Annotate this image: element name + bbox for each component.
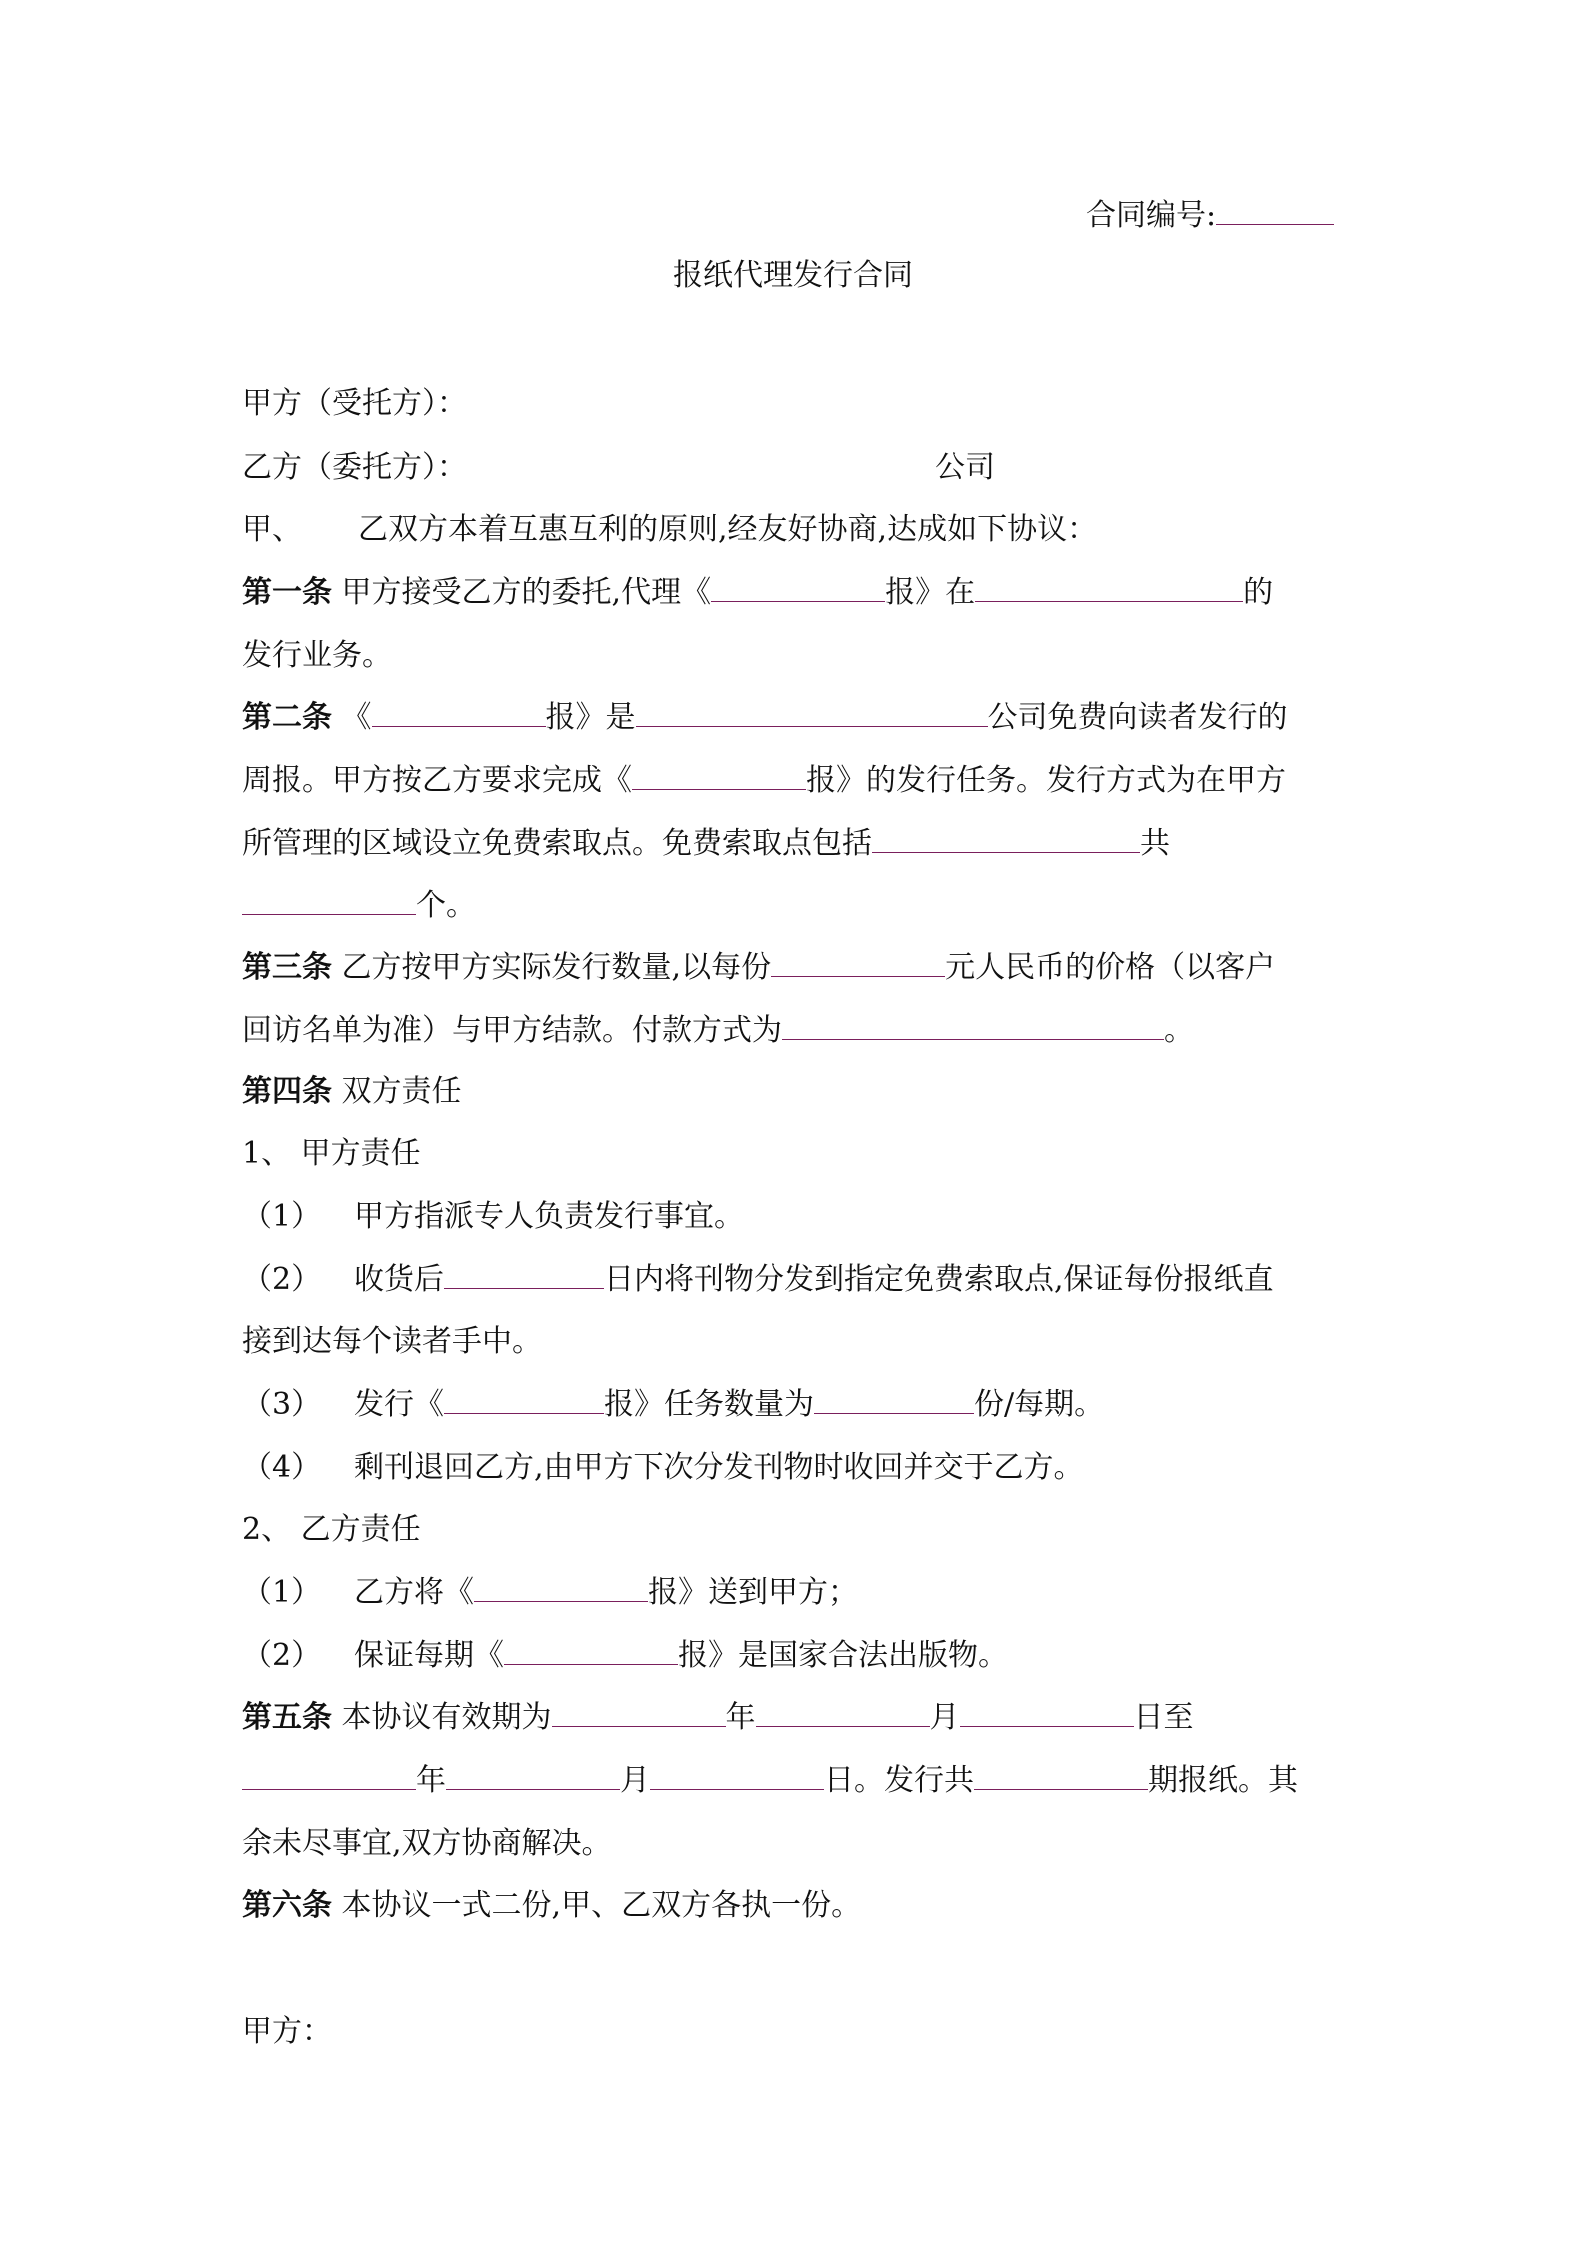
article-5-text: 本协议有效期为 xyxy=(341,1700,552,1735)
item-text: 报》任务数量为 xyxy=(604,1387,814,1422)
article-1-line-2: 发行业务。 xyxy=(242,638,392,673)
article-1-heading: 第一条 xyxy=(242,575,332,610)
document-title: 报纸代理发行合同 xyxy=(673,258,913,293)
item-number: （3） xyxy=(242,1387,322,1422)
blank-region xyxy=(975,575,1243,602)
article-5-text: 年 xyxy=(416,1763,446,1798)
article-2-text: 公司免费向读者发行的 xyxy=(987,700,1288,735)
intro-line xyxy=(242,510,1097,550)
blank-start-day xyxy=(960,1700,1134,1727)
item-text: 剩刊退回乙方,由甲方下次分发刊物时收回并交于乙方。 xyxy=(354,1450,1084,1485)
blank-newspaper-name xyxy=(504,1638,678,1665)
article-2-text: 共 xyxy=(1140,826,1170,861)
article-1-text: 报》在 xyxy=(885,575,976,610)
party-a-duty-4 xyxy=(242,1448,1084,1488)
article-5-line-2 xyxy=(242,1761,1298,1801)
party-b-company: 公司 xyxy=(935,450,995,485)
article-6-text: 本协议一式二份,甲、乙双方各执一份。 xyxy=(341,1888,862,1923)
article-2-text: 报》的发行任务。发行方式为在甲方 xyxy=(806,763,1286,798)
article-2-text: 报》是 xyxy=(545,700,636,735)
item-text: 日内将刊物分发到指定免费索取点,保证每份报纸直 xyxy=(604,1262,1274,1297)
blank-issue-count xyxy=(974,1763,1148,1790)
party-a-duty-3 xyxy=(242,1385,1104,1425)
article-2-text: 《 xyxy=(341,700,372,735)
article-5-text: 日至 xyxy=(1133,1700,1194,1735)
article-1-line-1 xyxy=(242,573,1273,613)
blank-newspaper-name xyxy=(632,763,806,790)
item-text: 发行《 xyxy=(354,1387,444,1422)
blank-end-month xyxy=(446,1763,620,1790)
intro-prefix: 甲、 xyxy=(242,512,302,547)
article-5-line-3: 余未尽事宜,双方协商解决。 xyxy=(242,1826,612,1861)
party-b-duty-1 xyxy=(242,1573,858,1613)
item-text: 报》送到甲方； xyxy=(648,1575,858,1610)
article-3-text: 乙方按甲方实际发行数量,以每份 xyxy=(341,950,772,985)
article-3-text: 。 xyxy=(1164,1013,1194,1048)
blank-price xyxy=(771,950,945,977)
item-text: 份/每期。 xyxy=(974,1387,1105,1422)
article-5-text: 月 xyxy=(620,1763,650,1798)
party-b-duties-heading: 2、 乙方责任 xyxy=(242,1512,421,1547)
article-2-heading: 第二条 xyxy=(242,700,332,735)
party-a-duty-1 xyxy=(242,1197,744,1237)
article-5-text: 月 xyxy=(929,1700,960,1735)
article-2-line-1 xyxy=(242,698,1288,738)
contract-number-blank xyxy=(1216,198,1334,225)
blank-pickup-points xyxy=(872,826,1140,853)
article-2-text: 所管理的区域设立免费索取点。免费索取点包括 xyxy=(242,826,872,861)
blank-point-count xyxy=(242,888,416,915)
blank-payment-method xyxy=(782,1013,1164,1040)
item-text: 保证每期《 xyxy=(354,1638,504,1673)
party-a-line: 甲方（受托方）： xyxy=(242,386,467,421)
item-text: 甲方指派专人负责发行事宜。 xyxy=(354,1199,744,1234)
article-3-text: 元人民币的价格（以客户 xyxy=(945,950,1276,985)
article-5-text: 日。发行共 xyxy=(824,1763,974,1798)
blank-newspaper-name xyxy=(711,575,885,602)
article-1-text: 甲方接受乙方的委托,代理《 xyxy=(341,575,712,610)
blank-company xyxy=(636,700,988,727)
article-3-heading: 第三条 xyxy=(242,950,332,985)
article-5-text: 年 xyxy=(725,1700,756,1735)
blank-newspaper-name xyxy=(444,1387,604,1414)
blank-quantity xyxy=(814,1387,974,1414)
article-3-text: 回访名单为准）与甲方结款。付款方式为 xyxy=(242,1013,782,1048)
article-2-text: 周报。甲方按乙方要求完成《 xyxy=(242,763,632,798)
article-4-text: 双方责任 xyxy=(341,1074,462,1109)
item-number: （4） xyxy=(242,1450,322,1485)
article-5-line-1 xyxy=(242,1698,1194,1738)
article-4-heading-line xyxy=(242,1072,462,1112)
item-text: 收货后 xyxy=(354,1262,444,1297)
article-3-line-2 xyxy=(242,1011,1194,1051)
party-a-signature-label: 甲方： xyxy=(242,2014,332,2049)
article-6-line xyxy=(242,1886,861,1926)
item-number: （2） xyxy=(242,1638,322,1673)
blank-days xyxy=(444,1262,604,1289)
contract-number-line xyxy=(1086,196,1334,236)
item-number: （1） xyxy=(242,1575,322,1610)
item-number: （1） xyxy=(242,1199,322,1234)
article-5-text: 期报纸。其 xyxy=(1148,1763,1298,1798)
article-5-heading: 第五条 xyxy=(242,1700,332,1735)
party-a-duty-2 xyxy=(242,1260,1274,1300)
item-number: （2） xyxy=(242,1262,322,1297)
item-text: 乙方将《 xyxy=(354,1575,474,1610)
article-1-text: 的 xyxy=(1243,575,1274,610)
article-3-line-1 xyxy=(242,948,1275,988)
intro-text: 乙双方本着互惠互利的原则,经友好协商,达成如下协议： xyxy=(358,512,1098,547)
blank-newspaper-name xyxy=(474,1575,648,1602)
party-b-label: 乙方（委托方）： xyxy=(242,450,467,485)
party-a-duties-heading: 1、 甲方责任 xyxy=(242,1136,421,1171)
article-2-line-2 xyxy=(242,761,1286,801)
party-b-line xyxy=(242,448,995,488)
blank-newspaper-name xyxy=(372,700,546,727)
article-4-heading: 第四条 xyxy=(242,1074,332,1109)
blank-end-day xyxy=(650,1763,824,1790)
article-2-line-3 xyxy=(242,824,1170,864)
blank-start-month xyxy=(756,1700,930,1727)
blank-end-year xyxy=(242,1763,416,1790)
party-b-duty-2 xyxy=(242,1636,1008,1676)
item-text: 报》是国家合法出版物。 xyxy=(678,1638,1008,1673)
article-2-line-4 xyxy=(242,886,476,926)
article-6-heading: 第六条 xyxy=(242,1888,332,1923)
article-2-text: 个。 xyxy=(416,888,476,923)
blank-start-year xyxy=(552,1700,726,1727)
contract-number-label: 合同编号: xyxy=(1086,198,1217,233)
party-a-duty-2-cont: 接到达每个读者手中。 xyxy=(242,1324,542,1359)
